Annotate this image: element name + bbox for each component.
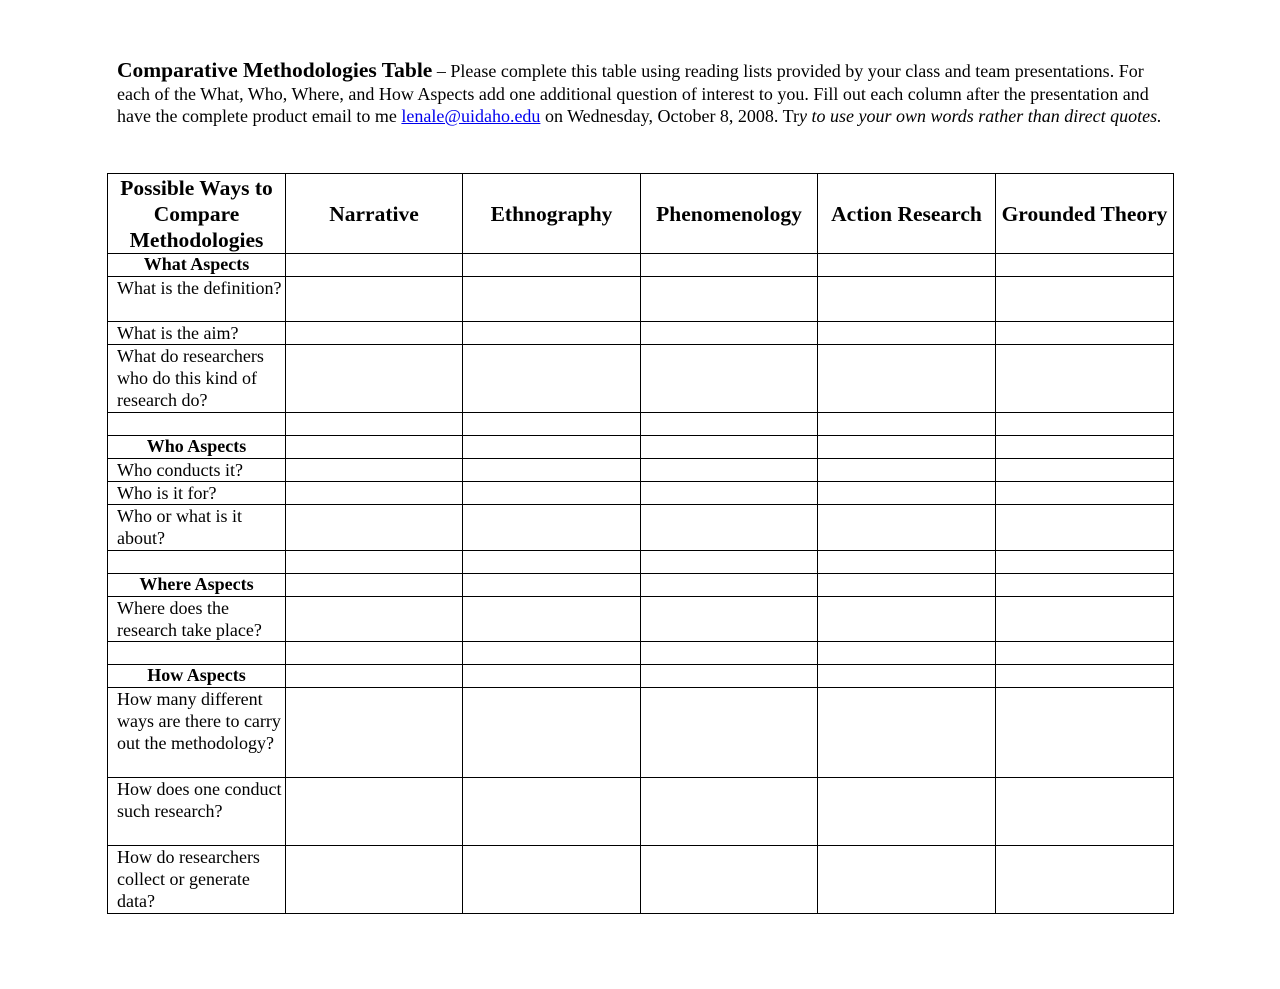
section-label: Where Aspects bbox=[108, 574, 286, 597]
answer-cell[interactable] bbox=[286, 482, 463, 505]
question-label: How does one conduct such research? bbox=[108, 778, 286, 846]
answer-cell[interactable] bbox=[286, 597, 463, 642]
answer-cell[interactable] bbox=[286, 778, 463, 846]
answer-cell[interactable] bbox=[996, 597, 1174, 642]
answer-cell[interactable] bbox=[818, 413, 996, 436]
column-header-ethnography: Ethnography bbox=[463, 174, 641, 254]
answer-cell[interactable] bbox=[996, 277, 1174, 322]
answer-cell[interactable] bbox=[286, 688, 463, 778]
table-row bbox=[108, 597, 1174, 642]
answer-cell[interactable] bbox=[818, 482, 996, 505]
answer-cell[interactable] bbox=[818, 459, 996, 482]
answer-cell[interactable] bbox=[641, 482, 818, 505]
instructions-paragraph bbox=[117, 59, 1177, 128]
answer-cell[interactable] bbox=[286, 846, 463, 914]
answer-cell[interactable] bbox=[463, 551, 641, 574]
answer-cell[interactable] bbox=[641, 846, 818, 914]
answer-cell[interactable] bbox=[996, 345, 1174, 413]
answer-cell[interactable] bbox=[996, 574, 1174, 597]
answer-cell[interactable] bbox=[286, 459, 463, 482]
answer-cell[interactable] bbox=[641, 688, 818, 778]
question-label: What is the aim? bbox=[108, 322, 286, 345]
answer-cell[interactable] bbox=[463, 688, 641, 778]
answer-cell[interactable] bbox=[641, 459, 818, 482]
answer-cell[interactable] bbox=[996, 482, 1174, 505]
answer-cell[interactable] bbox=[641, 642, 818, 665]
answer-cell[interactable] bbox=[818, 846, 996, 914]
answer-cell[interactable] bbox=[818, 665, 996, 688]
corner-header: Possible Ways to Compare Methodologies bbox=[108, 174, 286, 254]
answer-cell[interactable] bbox=[463, 846, 641, 914]
answer-cell[interactable] bbox=[463, 778, 641, 846]
answer-cell[interactable] bbox=[286, 665, 463, 688]
table-row bbox=[108, 254, 1174, 277]
table-row bbox=[108, 322, 1174, 345]
answer-cell[interactable] bbox=[463, 322, 641, 345]
instructions-text: – Please complete this table using reading lists provided by your class and team presentations. For each of the What, Who, Where, and How Aspects add one additional question of interest to you. Fill out each column after the presentation and have the complete product email to me bbox=[117, 61, 1149, 127]
answer-cell[interactable] bbox=[818, 505, 996, 551]
answer-cell[interactable] bbox=[641, 413, 818, 436]
answer-cell[interactable] bbox=[286, 345, 463, 413]
table-row bbox=[108, 551, 1174, 574]
answer-cell[interactable] bbox=[818, 778, 996, 846]
answer-cell[interactable] bbox=[286, 505, 463, 551]
answer-cell[interactable] bbox=[996, 688, 1174, 778]
answer-cell[interactable] bbox=[996, 413, 1174, 436]
header-row bbox=[108, 174, 1174, 254]
answer-cell[interactable] bbox=[641, 551, 818, 574]
table-row bbox=[108, 688, 1174, 778]
answer-cell[interactable] bbox=[818, 551, 996, 574]
table-row bbox=[108, 413, 1174, 436]
answer-cell[interactable] bbox=[463, 574, 641, 597]
answer-cell[interactable] bbox=[463, 436, 641, 459]
answer-cell[interactable] bbox=[818, 642, 996, 665]
instructions-italic-note: y to use your own words rather than direct quotes. bbox=[798, 106, 1162, 127]
answer-cell[interactable] bbox=[286, 322, 463, 345]
question-label: What is the definition? bbox=[108, 277, 286, 322]
question-label: What do researchers who do this kind of research do? bbox=[108, 345, 286, 413]
answer-cell[interactable] bbox=[463, 254, 641, 277]
answer-cell[interactable] bbox=[641, 665, 818, 688]
answer-cell[interactable] bbox=[641, 436, 818, 459]
answer-cell[interactable] bbox=[996, 505, 1174, 551]
section-label: How Aspects bbox=[108, 665, 286, 688]
comparison-table bbox=[107, 173, 1174, 914]
answer-cell[interactable] bbox=[818, 322, 996, 345]
answer-cell[interactable] bbox=[463, 597, 641, 642]
table-row bbox=[108, 642, 1174, 665]
answer-cell[interactable] bbox=[996, 665, 1174, 688]
blank-label-cell[interactable] bbox=[108, 551, 286, 574]
answer-cell[interactable] bbox=[286, 254, 463, 277]
answer-cell[interactable] bbox=[641, 597, 818, 642]
question-label: Where does the research take place? bbox=[108, 597, 286, 642]
question-label: Who or what is it about? bbox=[108, 505, 286, 551]
answer-cell[interactable] bbox=[463, 665, 641, 688]
answer-cell[interactable] bbox=[641, 345, 818, 413]
blank-label-cell[interactable] bbox=[108, 642, 286, 665]
answer-cell[interactable] bbox=[818, 436, 996, 459]
table-row bbox=[108, 345, 1174, 413]
table-row bbox=[108, 846, 1174, 914]
answer-cell[interactable] bbox=[286, 642, 463, 665]
answer-cell[interactable] bbox=[463, 642, 641, 665]
answer-cell[interactable] bbox=[996, 254, 1174, 277]
answer-cell[interactable] bbox=[996, 551, 1174, 574]
answer-cell[interactable] bbox=[818, 254, 996, 277]
answer-cell[interactable] bbox=[996, 322, 1174, 345]
answer-cell[interactable] bbox=[996, 436, 1174, 459]
column-header-phenomenology: Phenomenology bbox=[641, 174, 818, 254]
table-row bbox=[108, 436, 1174, 459]
answer-cell[interactable] bbox=[818, 345, 996, 413]
column-header-action-research: Action Research bbox=[818, 174, 996, 254]
table-row bbox=[108, 778, 1174, 846]
instructions-date-text: on Wednesday, October 8, 2008. Tr bbox=[540, 106, 799, 127]
answer-cell[interactable] bbox=[286, 277, 463, 322]
table-row bbox=[108, 505, 1174, 551]
table-row bbox=[108, 665, 1174, 688]
answer-cell[interactable] bbox=[286, 574, 463, 597]
answer-cell[interactable] bbox=[463, 505, 641, 551]
document-title: Comparative Methodologies Table bbox=[117, 58, 433, 82]
email-link[interactable]: lenale@uidaho.edu bbox=[401, 106, 541, 127]
answer-cell[interactable] bbox=[641, 254, 818, 277]
answer-cell[interactable] bbox=[286, 551, 463, 574]
answer-cell[interactable] bbox=[641, 505, 818, 551]
answer-cell[interactable] bbox=[641, 322, 818, 345]
answer-cell[interactable] bbox=[818, 688, 996, 778]
answer-cell[interactable] bbox=[463, 345, 641, 413]
answer-cell[interactable] bbox=[996, 778, 1174, 846]
answer-cell[interactable] bbox=[463, 277, 641, 322]
answer-cell[interactable] bbox=[818, 597, 996, 642]
answer-cell[interactable] bbox=[641, 574, 818, 597]
table-row bbox=[108, 574, 1174, 597]
table-row bbox=[108, 482, 1174, 505]
column-header-narrative: Narrative bbox=[286, 174, 463, 254]
answer-cell[interactable] bbox=[463, 413, 641, 436]
answer-cell[interactable] bbox=[286, 436, 463, 459]
answer-cell[interactable] bbox=[996, 642, 1174, 665]
answer-cell[interactable] bbox=[641, 277, 818, 322]
answer-cell[interactable] bbox=[463, 459, 641, 482]
answer-cell[interactable] bbox=[996, 459, 1174, 482]
question-label: How do researchers collect or generate data? bbox=[108, 846, 286, 914]
section-label: Who Aspects bbox=[108, 436, 286, 459]
answer-cell[interactable] bbox=[996, 846, 1174, 914]
table-row bbox=[108, 277, 1174, 322]
question-label: Who is it for? bbox=[108, 482, 286, 505]
table-row bbox=[108, 459, 1174, 482]
answer-cell[interactable] bbox=[818, 574, 996, 597]
answer-cell[interactable] bbox=[818, 277, 996, 322]
answer-cell[interactable] bbox=[286, 413, 463, 436]
answer-cell[interactable] bbox=[641, 778, 818, 846]
column-header-grounded-theory: Grounded Theory bbox=[996, 174, 1174, 254]
question-label: How many different ways are there to carry out the methodology? bbox=[108, 688, 286, 778]
answer-cell[interactable] bbox=[463, 482, 641, 505]
section-label: What Aspects bbox=[108, 254, 286, 277]
blank-label-cell[interactable] bbox=[108, 413, 286, 436]
question-label: Who conducts it? bbox=[108, 459, 286, 482]
